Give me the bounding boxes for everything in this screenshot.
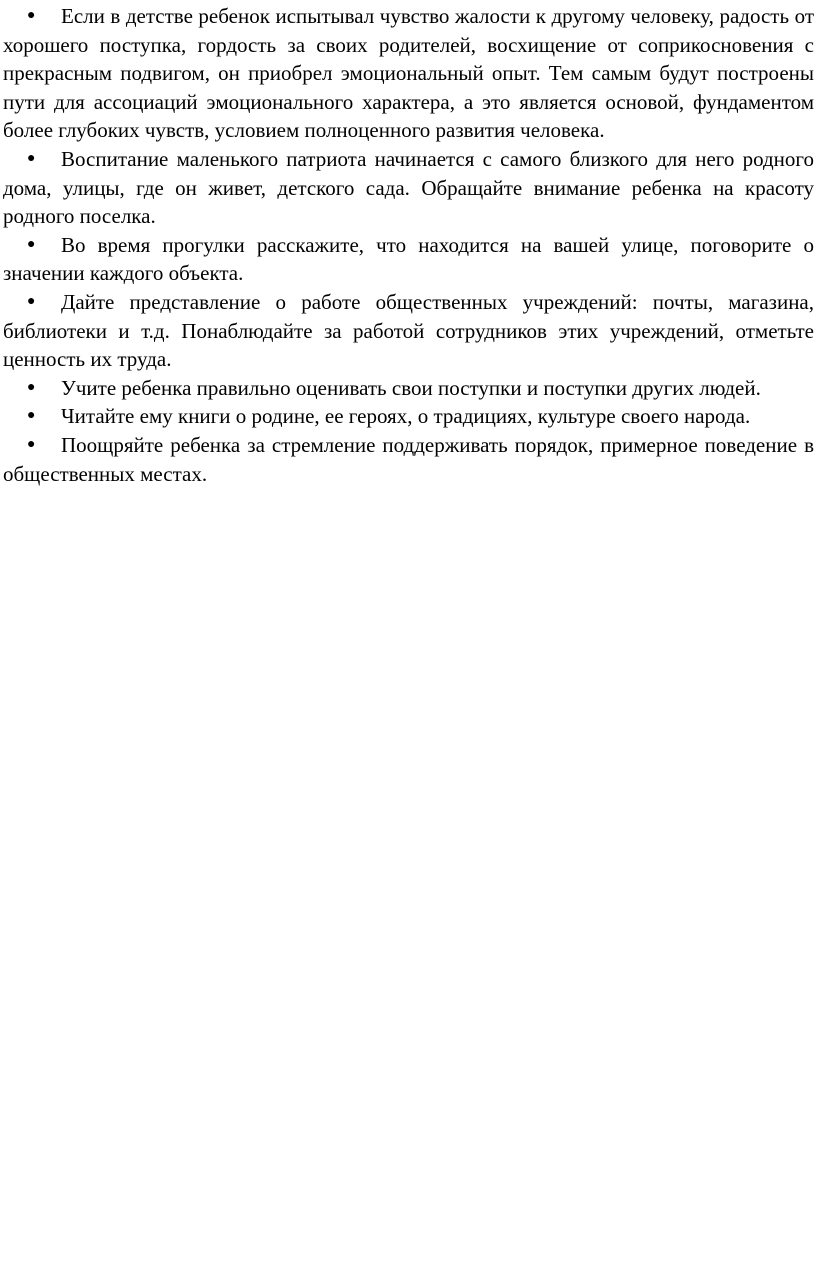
bullet-icon: ● <box>27 236 36 252</box>
bullet-icon: ● <box>27 436 36 452</box>
list-item-text: Читайте ему книги о родине, ее героях, о традициях, культуре своего народа. <box>61 404 751 429</box>
bullet-icon: ● <box>27 293 36 309</box>
list-item-text: Если в детстве ребенок испытывал чувство жалости к другому человеку, радость от хорошего поступка, гордость за своих родителей, восхищение от соприкосновения с прекрасным подвигом, он приобрел эмоциональный опыт. Тем самым будут построены пути для ассоциаций эмоционального характера, а это является основой, фундаментом более глубоких чувств, условием полноценного развития человека. <box>3 4 814 143</box>
list-item <box>3 288 814 374</box>
bullet-icon: ● <box>27 150 36 166</box>
list-item-text: Во время прогулки расскажите, что находится на вашей улице, поговорите о значении каждого объекта. <box>3 232 814 286</box>
list-item <box>3 231 814 288</box>
list-item-text: Дайте представление о работе общественных учреждений: почты, магазина, библиотеки и т.д. Понаблюдайте за работой сотрудников этих учреждений, отметьте ценность их труда. <box>3 289 814 372</box>
list-item-text: Воспитание маленького патриота начинается с самого близкого для него родного дома, улицы, где он живет, детского сада. Обращайте внимание ребенка на красоту родного поселка. <box>3 146 814 229</box>
list-item-text: Учите ребенка правильно оценивать свои поступки и поступки других людей. <box>61 375 761 400</box>
bullet-icon: ● <box>27 8 36 23</box>
bullet-list <box>3 2 814 488</box>
list-item <box>3 374 814 403</box>
bullet-icon: ● <box>27 379 36 395</box>
list-item <box>3 431 814 488</box>
list-item <box>3 145 814 231</box>
list-item-text: Поощряйте ребенка за стремление поддерживать порядок, примерное поведение в общественных местах. <box>3 432 814 486</box>
list-item <box>3 402 814 431</box>
bullet-icon: ● <box>27 408 36 424</box>
list-item <box>3 2 814 145</box>
